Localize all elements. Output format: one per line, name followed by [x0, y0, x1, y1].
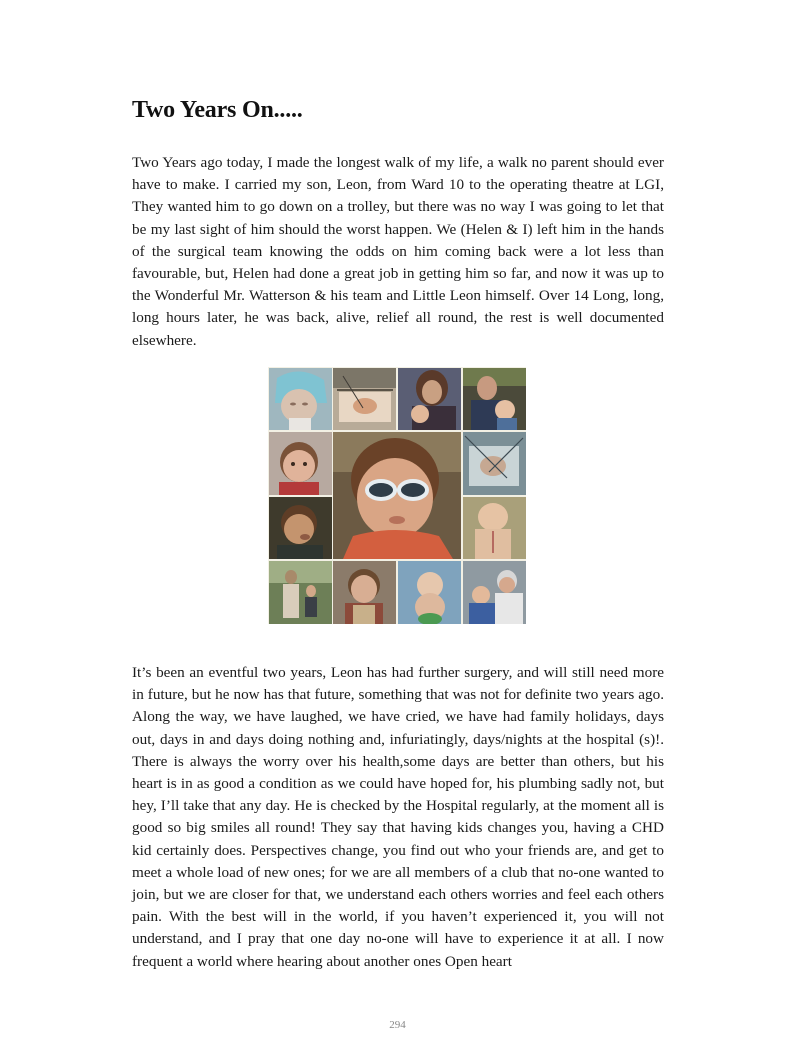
photo-mother-and-baby	[398, 368, 461, 430]
hospital-photo-icon	[463, 432, 526, 495]
toddler-photo-icon	[269, 432, 332, 495]
hospital-photo-icon	[333, 368, 396, 430]
photo-newborn-in-hat	[269, 368, 332, 430]
photo-grandfather-and-baby	[463, 561, 526, 624]
photo-toddler-portrait	[333, 561, 396, 624]
photo-baby-after-surgery	[463, 497, 526, 559]
photo-toddler-eating	[269, 497, 332, 559]
page-number: 294	[389, 1019, 406, 1031]
baby-photo-icon	[398, 561, 461, 624]
family-photo-icon	[398, 368, 461, 430]
family-photo-icon	[463, 368, 526, 430]
photo-leon-sunglasses	[333, 432, 461, 559]
family-photo-icon	[269, 561, 332, 624]
photo-hospital-bed	[463, 432, 526, 495]
photo-hospital-cot	[333, 368, 396, 430]
baby-photo-icon	[269, 368, 332, 430]
photo-toddler-smiling	[269, 432, 332, 495]
family-photo-icon	[463, 561, 526, 624]
body-paragraph-2: It’s been an eventful two years, Leon has had further surgery, and will still need more in future, but he now has that future, something that was not for definite two years ago. Along the way, we have laughed, we have cried, we have had family holidays, days out, days in and days doing nothing and, infuriatingly, days/nights at the hospital (s)!. There is always the worry over his health,some days are better than others, but his heart is in as good a condition as we could have hoped for, his plumbing sadly not, but hey, I’ll take that any day. He is checked by the Hospital regularly, at the moment all is good so big smiles all round! They say that having kids changes you, having a CHD kid certainly does. Perspectives change, you find out who your friends are, and get to meet a whole load of new ones; for we are all members of a club that no-one wanted to join, but we are closer for that, we understand each others worries and feel each others pain. With the best will in the world, if you haven’t experienced it, you will not understand, and I pray that one day no-one will have to experience it at all. I now frequent a world where hearing about another ones Open heart	[132, 664, 664, 970]
baby-photo-icon	[463, 497, 526, 559]
toddler-photo-icon	[333, 561, 396, 624]
photo-father-and-baby	[463, 368, 526, 430]
toddler-photo-icon	[269, 497, 332, 559]
body-paragraph-1: Two Years ago today, I made the longest walk of my life, a walk no parent should ever have to make. I carried my son, Leon, from Ward 10 to the operating theatre at LGI, They wanted him to go down on a trolley, but there was no way I was going to let that be my last sight of him should the worst happen. We (Helen & I) left him in the hands of the surgical team knowing the odds on him coming back were a lot less than favourable, but, Helen had done a great job in getting him so far, and now it was up to the Wonderful Mr. Watterson & his team and Little Leon himself. Over 14 Long, long, long hours later, he was back, alive, relief all round, the rest is well documented elsewhere.	[132, 154, 664, 349]
photo-collage	[268, 367, 526, 624]
page-title: Two Years On.....	[132, 97, 303, 123]
photo-baby-in-bath	[398, 561, 461, 624]
sunglasses-photo-icon	[333, 432, 461, 559]
photo-family-outdoors	[269, 561, 332, 624]
